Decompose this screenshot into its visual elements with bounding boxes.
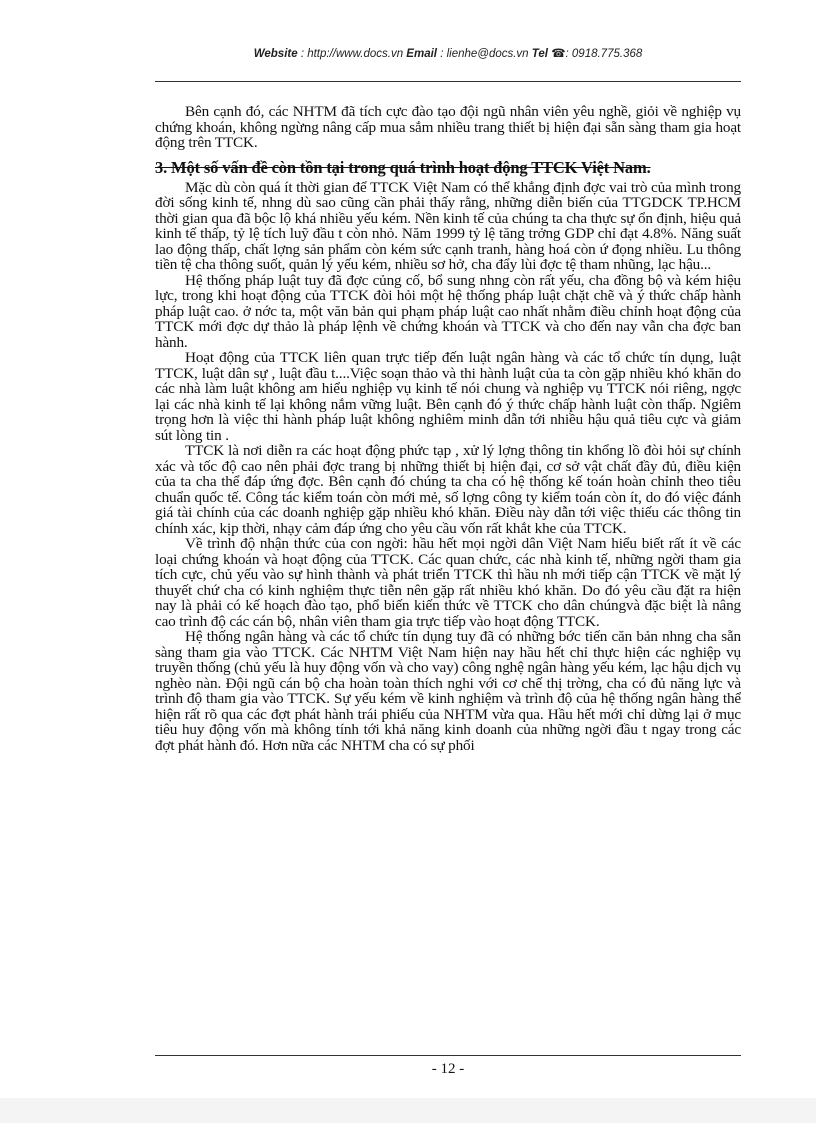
tel-value: : 0918.775.368 (565, 48, 643, 60)
email-label: Email (406, 48, 437, 60)
paragraph: Về trình độ nhận thức của con ngời: hầu hết mọi ngời dân Việt Nam hiểu biết rất ít về các loại chứng khoán và hoạt động của TTCK. Các quan chức, các nhà kinh tế, những ngời tham gia tích cực, chủ yếu vào sự hình thành và phát triển TTCK thì hầu nh mới tiếp cận TTCK về mặt lý thuyết chứ cha có kinh nghiệm thực tiễn nên gặp rất nhiều khó khăn. Do đó yêu cầu đặt ra hiện nay là phải có kế hoạch đào tạo, phổ biến kiến thức về TTCK cho dân chúngvà đặc biệt là nâng cao trình độ các cán bộ, nhân viên tham gia trực tiếp vào hoạt động TTCK. (155, 535, 741, 630)
website-label: Website (253, 48, 298, 60)
paragraph: TTCK là nơi diễn ra các hoạt động phức tạp , xử lý lợng thông tin khổng lồ đòi hỏi sự chính xác và tốc độ cao nên phải đợc trang bị những thiết bị hiện đại, cơ sở vật chất đầy đủ, điều kiện của ta cha thể đáp ứng đợc. Bên cạnh đó chúng ta cha có hệ thống kế toán hoàn chỉnh theo tiêu chuẩn quốc tế. Công tác kiểm toán còn mới mẻ, số lợng công ty kiểm toán còn ít, do đó việc đánh giá tài chính của các doanh nghiệp gặp nhiều khó khăn. Điều này dẫn tới việc thiếu các thông tin chính xác, kịp thời, nhạy cảm đáp ứng cho yêu cầu vốn rất khắt khe của TTCK. (155, 442, 741, 537)
viewer-bottom-bar (0, 1098, 816, 1123)
section-heading: 3. Một số vấn đề còn tồn tại trong quá trình hoạt động TTCK Việt Nam. (155, 157, 651, 177)
page-header (155, 46, 741, 60)
footer-rule (155, 1055, 741, 1056)
tel-label: Tel (531, 48, 548, 60)
paragraph: Hoạt động của TTCK liên quan trực tiếp đến luật ngân hàng và các tổ chức tín dụng, luật TTCK, luật dân sự , luật đầu t....Việc soạn thảo và thi hành luật của ta còn gặp nhiều khó khăn do các nhà làm luật không am hiểu nghiệp vụ kinh tế nói chung và nghiệp vụ TTCK nói riêng, ngợc lại các nhà kinh tế lại không nắm vững luật. Bên cạnh đó ý thức chấp hành luật còn thấp. Ngiêm trọng hơn là việc thi hành pháp luật không nghiêm minh dẫn tới nhiều hậu quả tiêu cực và giảm sút lòng tin . (155, 349, 741, 444)
phone-icon: ☎ (551, 48, 566, 60)
document-body (155, 104, 741, 753)
paragraph: Mặc dù còn quá ít thời gian để TTCK Việt Nam có thể khẳng định đợc vai trò của mình trong đời sống kinh tế, nhng dù sao cũng cần phải thấy rằng, những diễn biến của TTGDCK TP.HCM thời gian qua đã bộc lộ khá nhiều yếu kém. Nền kinh tế của chúng ta cha thực sự ổn định, hiệu quả kinh tế thấp, tỷ lệ tích luỹ đầu t còn nhỏ. Năm 1999 tỷ lệ tăng trởng GDP chỉ đạt 4.8%. Năng suất lao động thấp, chất lợng sản phẩm còn kém sức cạnh tranh, hàng hoá còn ứ đọng nhiều. Lu thông tiền tệ cha thông suốt, quản lý yếu kém, nhiều sơ hở, cha đẩy lùi đợc tệ tham nhũng, lạc hậu... (155, 178, 741, 273)
paragraph: Hệ thống pháp luật tuy đã đợc củng cố, bổ sung nhng còn rất yếu, cha đồng bộ và kém hiệu lực, trong khi hoạt động của TTCK đòi hỏi một hệ thống pháp luật chặt chẽ và ý thức chấp hành pháp luật cao. ở nớc ta, một văn bản qui phạm pháp luật cao nhất nhằm điều chỉnh hoạt động của TTCK mới đợc dự thảo là pháp lệnh về chứng khoán và TTCK và cho đến nay vẫn cha đợc ban hành. (155, 271, 741, 351)
header-rule (155, 81, 741, 82)
email-value[interactable]: : lienhe@docs.vn (440, 48, 529, 60)
website-value[interactable]: : http://www.docs.vn (300, 48, 404, 60)
page-number: - 12 - (431, 1061, 465, 1077)
paragraph: Hệ thống ngân hàng và các tổ chức tín dụng tuy đã có những bớc tiến căn bản nhng cha sẵn sàng tham gia vào TTCK. Các NHTM Việt Nam hiện nay hầu hết chỉ thực hiện các nghiệp vụ truyền thống (chủ yếu là huy động vốn và cho vay) công nghệ ngân hàng yếu kém, lạc hậu dịch vụ nghèo nàn. Đội ngũ cán bộ cha hoàn toàn thích nghi với cơ chế thị trờng, cha có đủ năng lực và trình độ tham gia vào TTCK. Sự yếu kém về kinh nghiệm và trình độ của hệ thống ngân hàng thể hiện rất rõ qua các đợt phát hành trái phiếu của NHTM vừa qua. Hầu hết mới chỉ dừng lại ở mục tiêu huy động vốn mà không tính tới khả năng kinh doanh của những ngời đầu t ngay trong các đợt phát hành đó. Hơn nữa các NHTM cha có sự phối (155, 628, 741, 754)
paragraph: Bên cạnh đó, các NHTM đã tích cực đào tạo đội ngũ nhân viên yêu nghề, giỏi về nghiệp vụ chứng khoán, không ngừng nâng cấp mua sắm nhiều trang thiết bị hiện đại sẵn sàng tham gia hoạt động trên TTCK. (155, 103, 741, 151)
